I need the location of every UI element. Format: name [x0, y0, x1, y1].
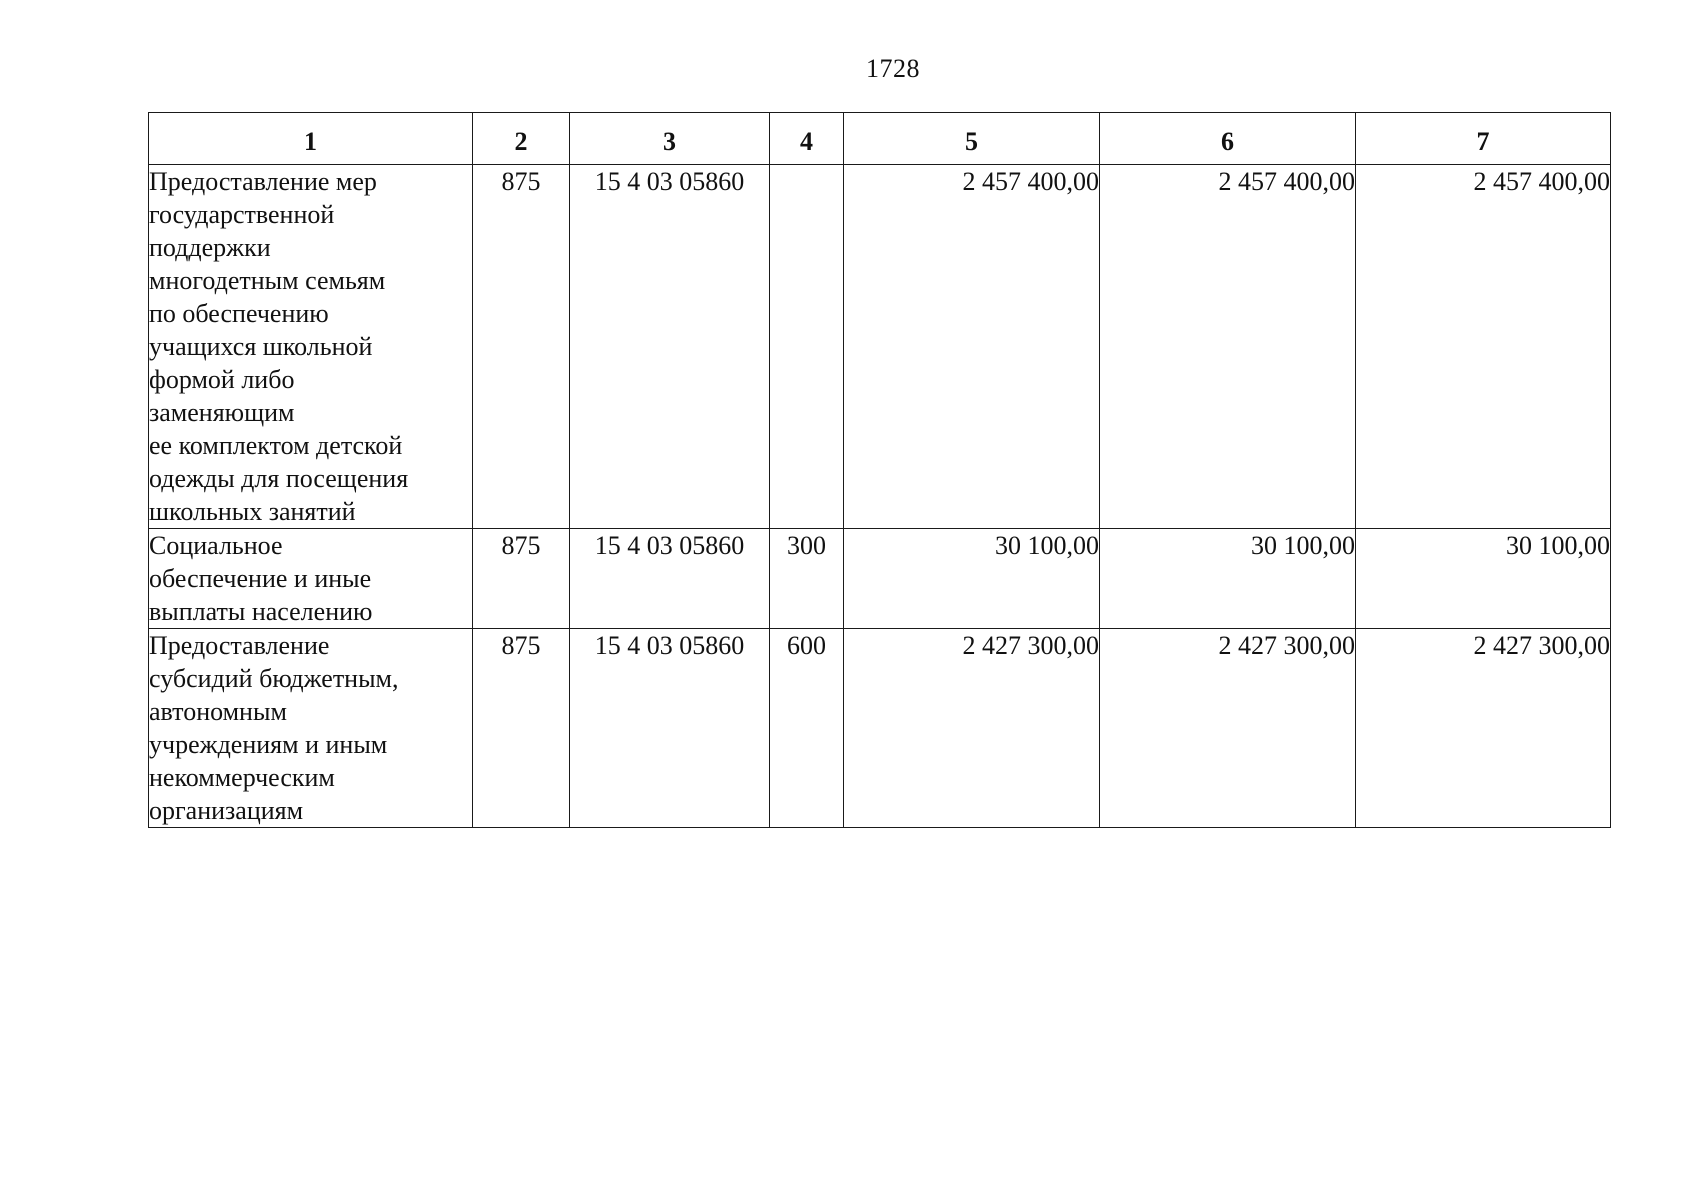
column-header: 1 — [149, 113, 473, 165]
cell-col-2: 875 — [473, 165, 570, 529]
table-row — [149, 529, 1611, 629]
cell-col-2: 875 — [473, 629, 570, 828]
cell-col-4: 600 — [770, 629, 844, 828]
column-header: 5 — [844, 113, 1100, 165]
column-header: 6 — [1100, 113, 1356, 165]
table-row — [149, 629, 1611, 828]
cell-col-5: 2 457 400,00 — [844, 165, 1100, 529]
cell-col-6: 2 427 300,00 — [1100, 629, 1356, 828]
table-row — [149, 165, 1611, 529]
cell-col-7: 2 457 400,00 — [1356, 165, 1611, 529]
cell-col-4: 300 — [770, 529, 844, 629]
cell-col-7: 2 427 300,00 — [1356, 629, 1611, 828]
cell-col-4 — [770, 165, 844, 529]
row-name-cell: Предоставление субсидий бюджетным, автономным учреждениям и иным некоммерческим организациям — [149, 629, 473, 828]
table-header-row — [149, 113, 1611, 165]
column-header: 7 — [1356, 113, 1611, 165]
cell-col-2: 875 — [473, 529, 570, 629]
budget-table — [148, 112, 1611, 828]
cell-col-3: 15 4 03 05860 — [570, 629, 770, 828]
cell-col-5: 2 427 300,00 — [844, 629, 1100, 828]
cell-col-7: 30 100,00 — [1356, 529, 1611, 629]
page-number: 1728 — [866, 54, 920, 83]
cell-col-6: 30 100,00 — [1100, 529, 1356, 629]
column-header: 4 — [770, 113, 844, 165]
cell-col-6: 2 457 400,00 — [1100, 165, 1356, 529]
column-header: 2 — [473, 113, 570, 165]
row-name-cell: Социальное обеспечение и иные выплаты населению — [149, 529, 473, 629]
column-header: 3 — [570, 113, 770, 165]
cell-col-3: 15 4 03 05860 — [570, 529, 770, 629]
cell-col-5: 30 100,00 — [844, 529, 1100, 629]
cell-col-3: 15 4 03 05860 — [570, 165, 770, 529]
row-name-cell: Предоставление мер государственной поддержки многодетным семьям по обеспечению учащихся школьной формой либо заменяющим ее комплектом детской одежды для посещения школьных занятий — [149, 165, 473, 529]
